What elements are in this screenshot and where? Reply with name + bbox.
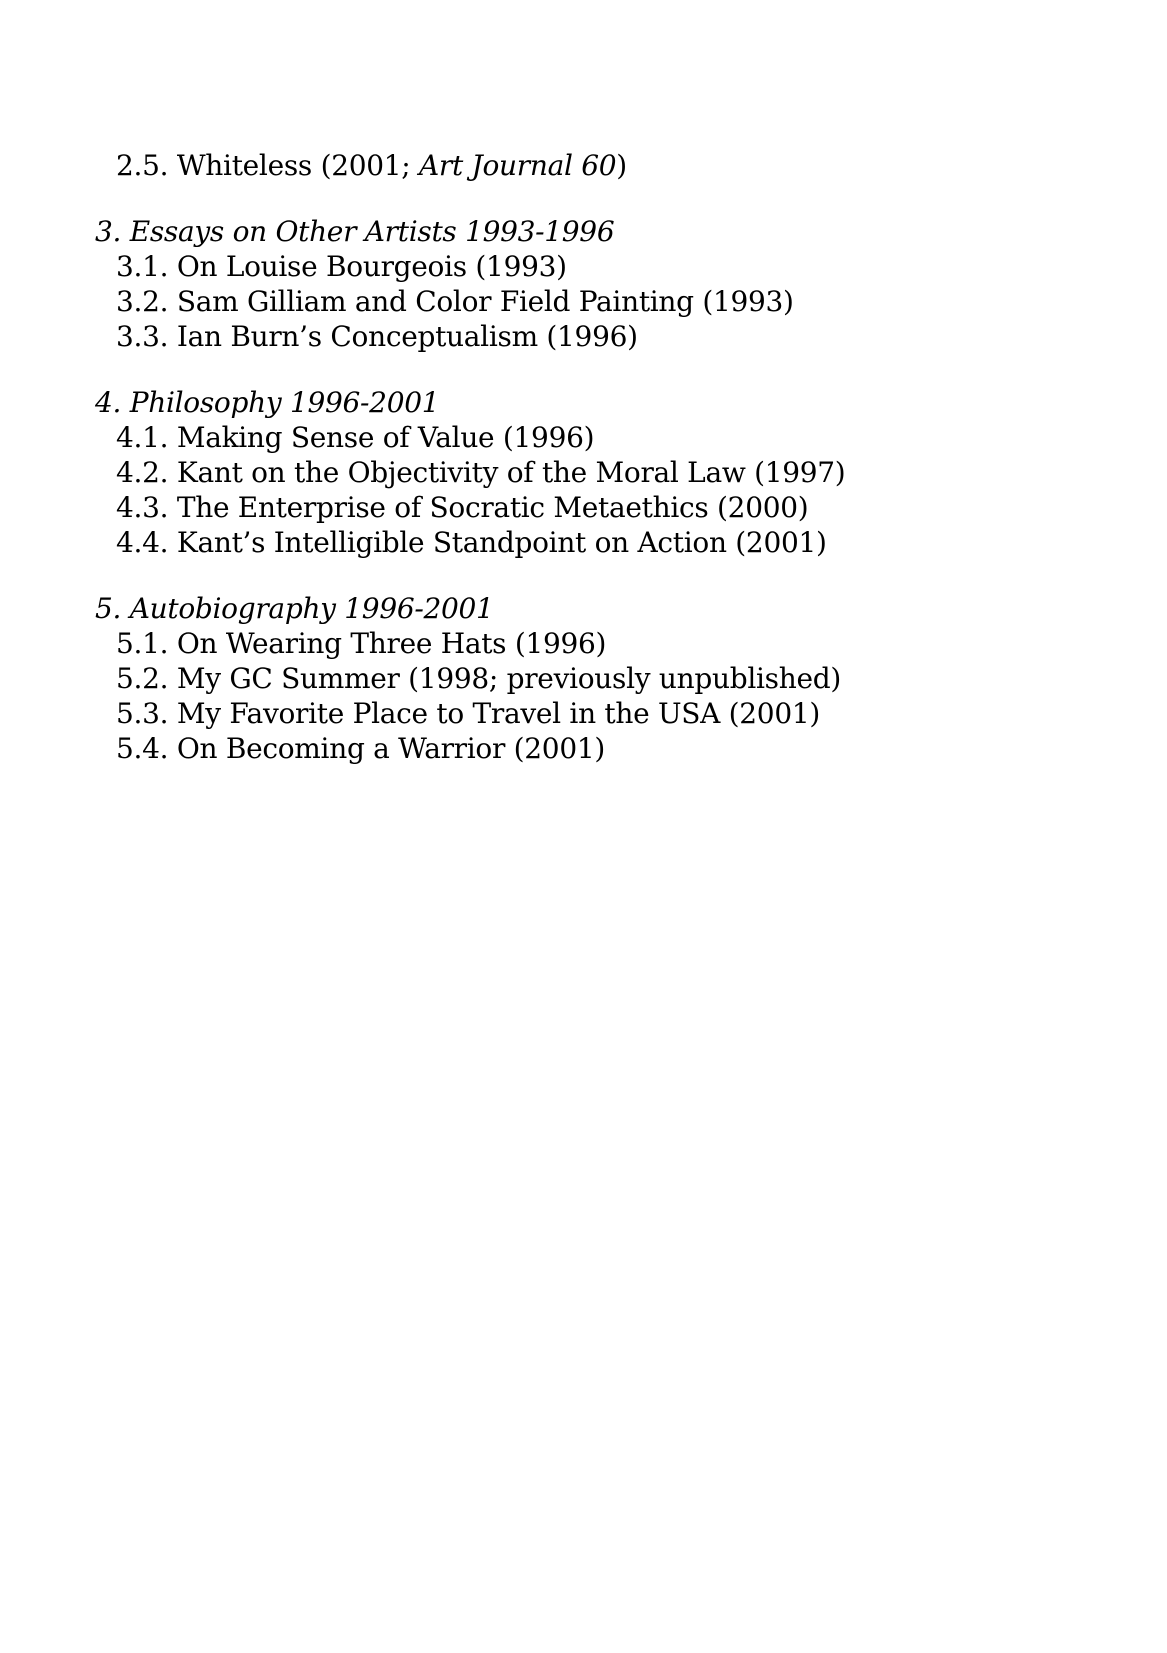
toc-item: 4.2. Kant on the Objectivity of the Moral Law (1997): [116, 456, 846, 489]
toc-item: 5.4. On Becoming a Warrior (2001): [116, 732, 605, 765]
toc-item-2-5-prefix: 2.5. Whiteless (2001;: [116, 149, 419, 182]
toc-section-5: [0, 591, 1167, 766]
toc-item: 4.4. Kant’s Intelligible Standpoint on Action (2001): [116, 526, 827, 559]
toc-item: 4.3. The Enterprise of Socratic Metaethics (2000): [116, 491, 809, 524]
toc-section-4: [0, 385, 1167, 560]
toc-section-3: [0, 214, 1167, 354]
section-heading: 4. Philosophy 1996-2001: [95, 386, 440, 419]
table-of-contents: [0, 0, 1167, 766]
toc-item-2-5-journal: Art Journal 60: [419, 149, 617, 182]
section-heading: 5. Autobiography 1996-2001: [95, 592, 494, 625]
toc-item-2-5: [116, 148, 1167, 183]
toc-item-2-5-suffix: ): [616, 149, 627, 182]
toc-item: 3.1. On Louise Bourgeois (1993): [116, 250, 567, 283]
toc-item: 5.1. On Wearing Three Hats (1996): [116, 627, 607, 660]
toc-item: 3.2. Sam Gilliam and Color Field Painting (1993): [116, 285, 794, 318]
toc-item: 5.2. My GC Summer (1998; previously unpublished): [116, 662, 841, 695]
section-heading: 3. Essays on Other Artists 1993-1996: [95, 215, 615, 248]
toc-item: 5.3. My Favorite Place to Travel in the USA (2001): [116, 697, 820, 730]
toc-item: 3.3. Ian Burn’s Conceptualism (1996): [116, 320, 638, 353]
toc-item: 4.1. Making Sense of Value (1996): [116, 421, 595, 454]
